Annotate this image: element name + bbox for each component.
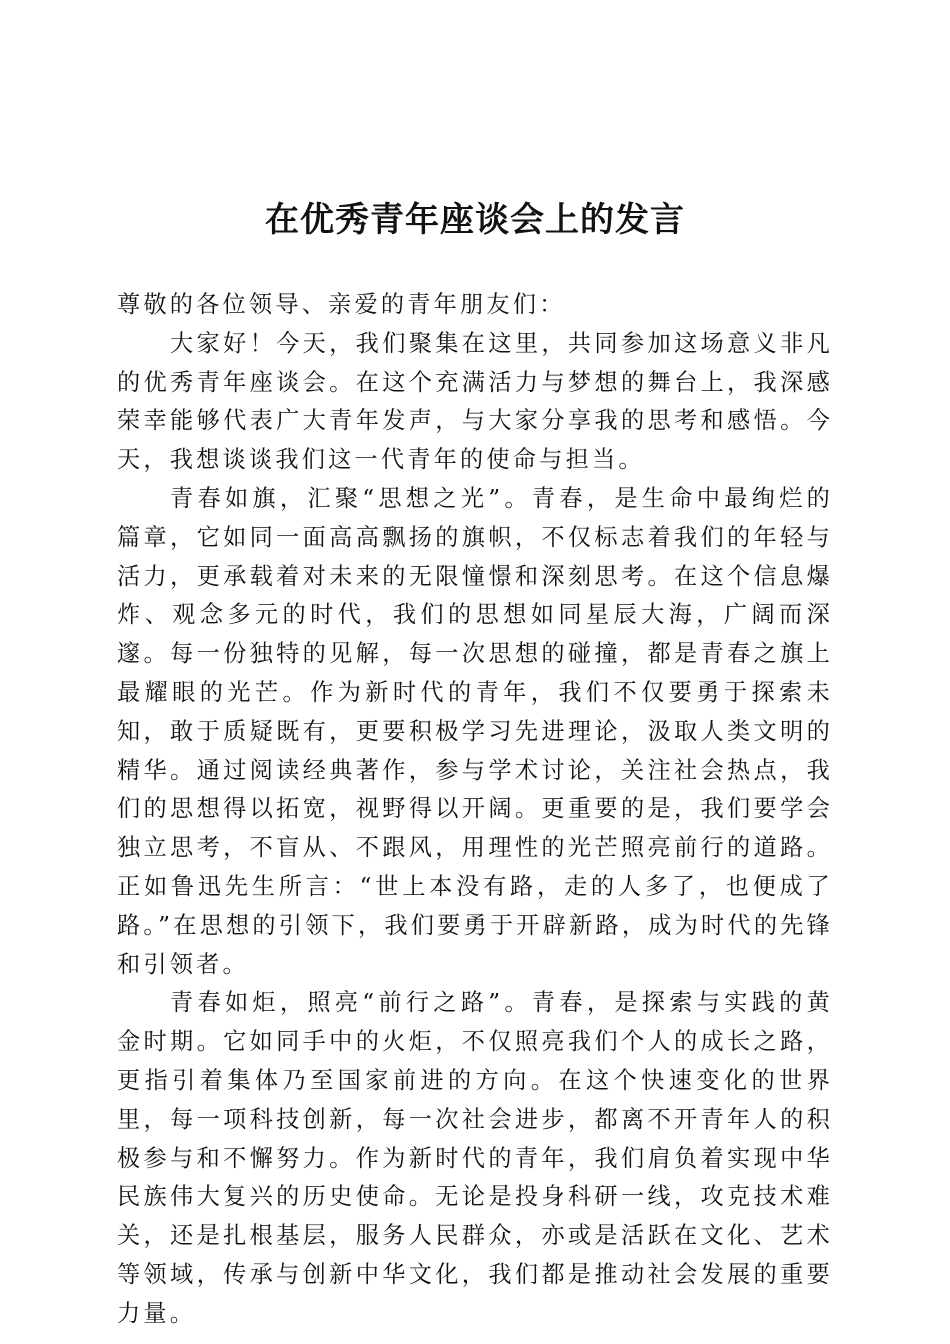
page-title: 在优秀青年座谈会上的发言 (265, 200, 685, 240)
paragraph-path: 青春如炬，照亮“前行之路”。青春，是探索与实践的黄金时期。它如同手中的火炬，不仅照亮我们个人的成长之路，更指引着集体乃至国家前进的方向。在这个快速变化的世界里，每一项科技创新，每一次社会进步，都离不开青年人的积极参与和不懈努力。作为新时代的青年，我们肩负着实现中华民族伟大复兴的历史使命。无论是投身科研一线，攻克技术难关，还是扎根基层，服务人民群众，亦或是活跃在文化、艺术等领域，传承与创新中华文化，我们都是推动社会发展的重要力量。 (117, 989, 833, 1327)
document-body (117, 286, 833, 1334)
paragraph-thought: 青春如旗，汇聚“思想之光”。青春，是生命中最绚烂的篇章，它如同一面高高飘扬的旗帜，不仅标志着我们的年轻与活力，更承载着对未来的无限憧憬和深刻思考。在这个信息爆炸、观念多元的时代，我们的思想如同星辰大海，广阔而深邃。每一份独特的见解，每一次思想的碰撞，都是青春之旗上最耀眼的光芒。作为新时代的青年，我们不仅要勇于探索未知，敢于质疑既有，更要积极学习先进理论，汲取人类文明的精华。通过阅读经典著作，参与学术讨论，关注社会热点，我们的思想得以拓宽，视野得以开阔。更重要的是，我们要学会独立思考，不盲从、不跟风，用理性的光芒照亮前行的道路。正如鲁迅先生所言：“世上本没有路，走的人多了，也便成了路。”在思想的引领下，我们要勇于开辟新路，成为时代的先锋和引领者。 (117, 484, 833, 978)
salutation: 尊敬的各位领导、亲爱的青年朋友们： (117, 291, 566, 318)
paragraph-greeting: 大家好！今天，我们聚集在这里，共同参加这场意义非凡的优秀青年座谈会。在这个充满活力与梦想的舞台上，我深感荣幸能够代表广大青年发声，与大家分享我的思考和感悟。今天，我想谈谈我们这一代青年的使命与担当。 (117, 329, 833, 474)
